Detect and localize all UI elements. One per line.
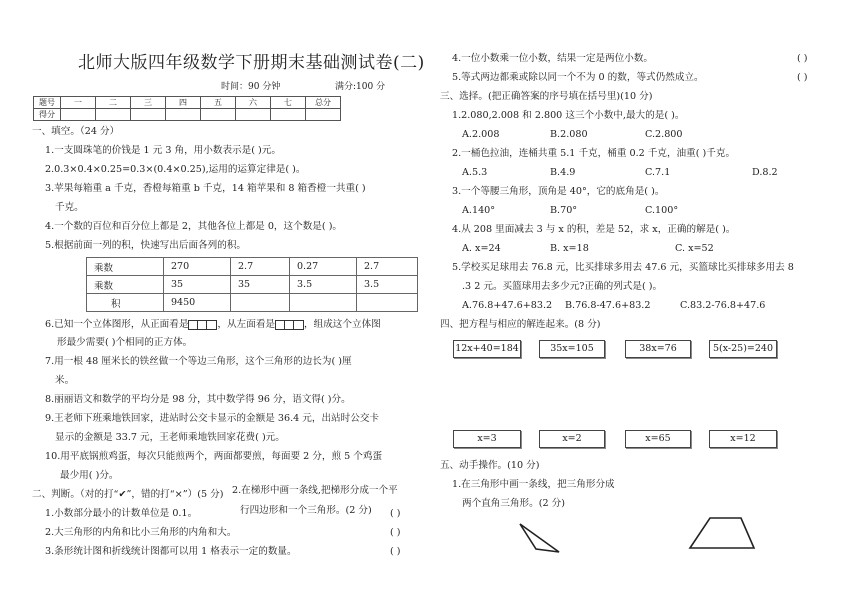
equation-box[interactable]: 35x=105 [539, 340, 605, 358]
mult-cell: 乘数 [87, 258, 164, 276]
s1-question-8: 8.丽丽语文和数学的平均分是 98 分，其中数学得 96 分，语文得( )分。 [45, 394, 351, 405]
score-row-label: 得分 [34, 109, 61, 121]
score-cell[interactable] [166, 109, 201, 121]
score-cell[interactable] [271, 109, 306, 121]
option[interactable]: C.100° [645, 205, 679, 216]
q6-text-1: 6.已知一个立体图形，从正面看是 [45, 319, 189, 330]
mult-cell: 2.7 [231, 258, 290, 276]
option[interactable]: B.70° [550, 205, 578, 216]
equation-box[interactable]: 5(x-25)=240 [709, 340, 777, 358]
s1-question-4: 4.一个数的百位和百分位上都是 2，其他各位上都是 0，这个数是( )。 [45, 221, 343, 232]
s3-question-5: 5.学校买足球用去 76.8 元，比买排球多用去 47.6 元，买篮球比买排球多用去 8 [452, 262, 794, 273]
answer-paren[interactable]: ( ) [390, 527, 401, 538]
equation-box[interactable]: 38x=76 [625, 340, 691, 358]
score-head-cell: 三 [131, 97, 166, 109]
score-cell[interactable] [61, 109, 96, 121]
s2-question-3: 3.条形统计图和折线统计图都可以用 1 格表示一定的数量。 [45, 546, 297, 557]
mult-cell: 270 [164, 258, 231, 276]
section-5-heading: 五、动手操作。(10 分) [440, 460, 540, 471]
section-2-heading: 二、判断。（对的打“✔”，错的打“×”）(5 分) [32, 489, 224, 500]
score-head-cell: 二 [96, 97, 131, 109]
solution-box[interactable]: x=3 [453, 430, 521, 448]
mult-cell: 9450 [164, 294, 231, 312]
option[interactable]: C.2.800 [645, 129, 683, 140]
option[interactable]: D.8.2 [752, 167, 778, 178]
score-cell[interactable] [96, 109, 131, 121]
three-squares-left-icon [275, 320, 304, 330]
s3-question-3: 3.一个等腰三角形，顶角是 40°，它的底角是( )。 [452, 186, 665, 197]
time-label: 时间：90 分钟 [221, 82, 281, 92]
solution-box[interactable]: x=12 [709, 430, 777, 448]
s1-question-6 [45, 319, 381, 331]
s3-question-5-cont: .3 2 元。买篮球用去多少元?正确的列式是( )。 [462, 281, 663, 292]
s1-question-3-cont: 千克。 [55, 202, 84, 213]
option[interactable]: C.7.1 [645, 167, 671, 178]
q6-text-2: ，从左面看是 [217, 319, 276, 330]
s3-question-4: 4.从 208 里面减去 3 与 x 的积，差是 52，求 x，正确的解是( )。 [452, 224, 736, 235]
s1-question-7: 7.用一根 48 厘米长的铁丝做一个等边三角形，这个三角形的边长为( )厘 [45, 356, 352, 367]
s2-question-2: 2.大三角形的内角和比小三角形的内角和大。 [45, 527, 237, 538]
option[interactable]: A.5.3 [462, 167, 488, 178]
answer-paren[interactable]: ( ) [390, 546, 401, 557]
s1-question-7-cont: 米。 [55, 375, 75, 386]
s5-question-2: 2.在梯形中画一条线,把梯形分成一个平 [232, 485, 398, 496]
score-head-cell: 一 [61, 97, 96, 109]
section-4-heading: 四、把方程与相应的解连起来。(8 分) [440, 319, 601, 330]
score-head-cell: 六 [236, 97, 271, 109]
section-1-heading: 一、填空。（24 分） [32, 126, 120, 137]
full-score-label: 满分:100 分 [335, 82, 386, 92]
score-head-cell: 总分 [306, 97, 341, 109]
score-cell[interactable] [201, 109, 236, 121]
three-squares-front-icon [188, 320, 217, 330]
mult-cell: 35 [164, 276, 231, 294]
s1-question-2: 2.0.3×0.4×0.25=0.3×(0.4×0.25),运用的运算定律是( )。 [45, 164, 306, 175]
s2-question-5: 5.等式两边都乘或除以同一个不为 0 的数，等式仍然成立。 [452, 72, 704, 83]
score-head-cell: 四 [166, 97, 201, 109]
option[interactable]: A.76.8+47.6+83.2 [462, 300, 553, 311]
trapezoid-figure[interactable] [686, 515, 758, 551]
mult-cell: 35 [231, 276, 290, 294]
option[interactable]: C.83.2-76.8+47.6 [680, 300, 766, 311]
s1-question-10: 10.用平底锅煎鸡蛋，每次只能煎两个，两面都要煎，每面要 2 分，煎 5 个鸡蛋 [45, 451, 383, 462]
option[interactable]: B.76.8-47.6+83.2 [565, 300, 651, 311]
option[interactable]: A.140° [462, 205, 496, 216]
score-head-cell: 七 [271, 97, 306, 109]
mult-answer-cell[interactable] [231, 294, 290, 312]
mult-cell: 2.7 [357, 258, 418, 276]
mult-cell: 3.5 [290, 276, 357, 294]
option[interactable]: B. x=18 [550, 243, 589, 254]
page-title: 北师大版四年级数学下册期末基础测试卷(二) [78, 53, 425, 73]
s2-question-4: 4.一位小数乘一位小数，结果一定是两位小数。 [452, 53, 654, 64]
s2-question-1: 1.小数部分最小的计数单位是 0.1。 [45, 508, 198, 519]
option[interactable]: A. x=24 [462, 243, 501, 254]
s3-question-2: 2.一桶色拉油，连桶共重 5.1 千克，桶重 0.2 千克，油重( )千克。 [452, 148, 736, 159]
option[interactable]: B.2.080 [550, 129, 588, 140]
triangle-figure[interactable] [515, 515, 565, 555]
score-cell[interactable] [236, 109, 271, 121]
score-cell[interactable] [131, 109, 166, 121]
option[interactable]: C. x=52 [675, 243, 714, 254]
mult-answer-cell[interactable] [357, 294, 418, 312]
score-cell[interactable] [306, 109, 341, 121]
equation-box[interactable]: 12x+40=184 [453, 340, 521, 358]
s1-question-3: 3.苹果每箱重 a 千克，香橙每箱重 b 千克，14 箱苹果和 8 箱香橙一共重( ) [45, 183, 366, 194]
s1-question-6-cont: 形最少需要( )个相同的正方体。 [57, 337, 193, 348]
option[interactable]: A.2.008 [462, 129, 500, 140]
section-3-heading: 三、选择。(把正确答案的序号填在括号里)(10 分) [440, 91, 653, 102]
s5-question-2-cont: 行四边形和一个三角形。(2 分) [240, 505, 372, 516]
s1-question-9-cont: 显示的金额是 33.7 元，王老师乘地铁回家花费( )元。 [55, 432, 285, 443]
mult-cell: 0.27 [290, 258, 357, 276]
mult-cell: 乘数 [87, 276, 164, 294]
s5-question-1-cont: 两个直角三角形。(2 分) [462, 498, 565, 509]
option[interactable]: B.4.9 [550, 167, 576, 178]
score-table [33, 96, 341, 121]
mult-answer-cell[interactable] [290, 294, 357, 312]
score-head-cell: 题号 [34, 97, 61, 109]
s5-question-1: 1.在三角形中画一条线，把三角形分成 [452, 479, 615, 490]
s1-question-5: 5.根据前面一列的积，快速写出后面各列的积。 [45, 240, 247, 251]
score-head-cell: 五 [201, 97, 236, 109]
q6-text-3: ，组成这个立体图 [304, 319, 381, 330]
answer-paren[interactable]: ( ) [797, 72, 808, 83]
s3-question-1: 1.2.080,2.008 和 2.800 这三个小数中,最大的是( )。 [452, 110, 685, 121]
solution-box[interactable]: x=2 [539, 430, 605, 448]
multiplication-table [86, 257, 418, 312]
s1-question-1: 1.一支圆珠笔的价钱是 1 元 3 角，用小数表示是( )元。 [45, 145, 281, 156]
s1-question-9: 9.王老师下班乘地铁回家，进站时公交卡显示的金额是 36.4 元，出站时公交卡 [45, 413, 380, 424]
solution-box[interactable]: x=65 [625, 430, 691, 448]
answer-paren[interactable]: ( ) [390, 508, 401, 519]
mult-cell: 积 [87, 294, 164, 312]
s1-question-10-cont: 最少用( )分。 [60, 470, 119, 481]
answer-paren[interactable]: ( ) [797, 53, 808, 64]
mult-cell: 3.5 [357, 276, 418, 294]
